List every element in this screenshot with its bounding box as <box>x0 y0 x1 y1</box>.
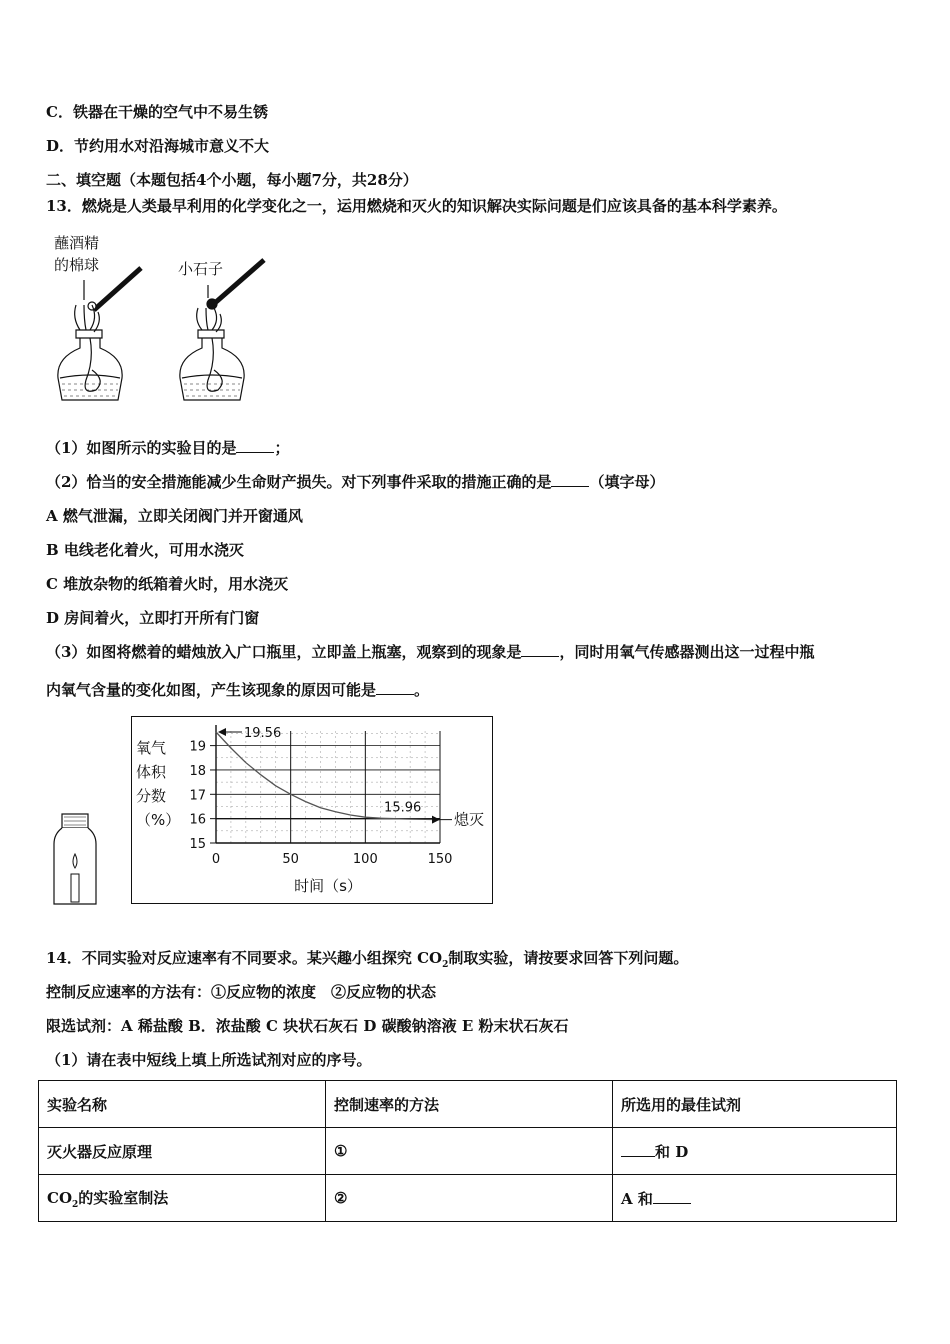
table-cell: ② <box>326 1175 613 1222</box>
y-axis-label: 分数 <box>136 787 167 805</box>
reagent-list: 限选试剂：A 稀盐酸 B．浓盐酸 C 块状石灰石 D 碳酸钠溶液 E 粉末状石灰石 <box>46 1017 569 1035</box>
y-tick-label: 18 <box>189 763 206 779</box>
reagent-blank-1[interactable] <box>621 1142 655 1157</box>
oxygen-chart-frame <box>131 716 493 904</box>
q14-text-a: 14．不同实验对反应速率有不同要求。某兴趣小组探究 CO <box>46 949 443 967</box>
question-13-1 <box>46 438 289 458</box>
q13-3-blank-2[interactable] <box>376 680 414 695</box>
x-tick-label: 100 <box>352 852 378 867</box>
header-cell: 实验名称 <box>39 1081 326 1128</box>
end-arrow-head <box>432 816 440 824</box>
question-13: 13．燃烧是人类最早利用的化学变化之一，运用燃烧和灭火的知识解决实际问题是们应该具备的基本科学素养。 <box>46 197 787 215</box>
x-axis-label: 时间（s） <box>294 877 362 895</box>
table-row <box>39 1175 897 1222</box>
q13-2-blank[interactable] <box>551 472 589 487</box>
question-14-1: （1）请在表中短线上填上所选试剂对应的序号。 <box>46 1051 372 1069</box>
alcohol-lamps-drawing <box>46 230 276 415</box>
table-cell <box>39 1175 326 1222</box>
cotton-label-2: 的棉球 <box>54 256 100 274</box>
q14-text-b: 制取实验，请按要求回答下列问题。 <box>448 949 689 967</box>
q13-3-text: （3）如图将燃着的蜡烛放入广口瓶里，立即盖上瓶塞，观察到的现象是 <box>46 643 522 661</box>
q13-3-end: 。 <box>414 681 430 699</box>
q13-2-end: （填字母） <box>589 473 665 491</box>
extinguish-label: 熄灭 <box>454 810 485 829</box>
q13-2-text: （2）恰当的安全措施能减少生命财产损失。对下列事件采取的措施正确的是 <box>46 473 552 491</box>
q13-3-text-3: 内氧气含量的变化如图，产生该现象的原因可能是 <box>46 681 377 699</box>
stone-label: 小石子 <box>178 260 224 278</box>
control-methods: 控制反应速率的方法有：①反应物的浓度 ②反应物的状态 <box>46 983 437 1001</box>
table-cell: 灭火器反应原理 <box>39 1128 326 1175</box>
q14-sub: 2 <box>442 960 449 970</box>
start-value-label: 19.56 <box>244 725 282 741</box>
table-row <box>39 1128 897 1175</box>
experiment-table <box>38 1080 897 1222</box>
reagent-prefix: A 和 <box>621 1189 653 1208</box>
q13-1-blank[interactable] <box>236 438 274 453</box>
left-lamp <box>58 268 141 400</box>
oxygen-chart <box>132 717 491 902</box>
y-tick-label: 16 <box>189 812 206 828</box>
option-c: C．铁器在干燥的空气中不易生锈 <box>46 103 268 121</box>
question-14 <box>46 948 688 975</box>
bottle-candle <box>50 812 100 908</box>
y-axis-label: （%） <box>136 811 181 829</box>
question-13-3 <box>46 642 814 662</box>
cotton-label-1: 蘸酒精 <box>54 234 100 252</box>
q13-3-blank-1[interactable] <box>521 642 559 657</box>
x-tick-label: 50 <box>282 852 299 867</box>
table-header-row <box>39 1081 897 1128</box>
right-lamp <box>180 260 264 400</box>
y-tick-label: 15 <box>189 837 206 852</box>
option-d: D．节约用水对沿海城市意义不大 <box>46 137 270 155</box>
y-tick-label: 19 <box>189 739 206 755</box>
y-axis-label: 氧气 <box>136 739 167 757</box>
co2-a: CO <box>47 1188 73 1207</box>
end-value-label: 15.96 <box>384 800 422 816</box>
alcohol-lamp-figure <box>46 230 276 415</box>
header-cell: 所选用的最佳试剂 <box>613 1081 897 1128</box>
q13-1-text: （1）如图所示的实验目的是 <box>46 439 237 457</box>
section-title: 二、填空题（本题包括4个小题，每小题7分，共28分） <box>46 171 418 189</box>
question-13-3-cont <box>46 680 429 700</box>
question-13-2 <box>46 472 664 492</box>
x-tick-label: 0 <box>211 852 221 867</box>
header-cell: 控制速率的方法 <box>326 1081 613 1128</box>
reagent-suffix: 和 D <box>655 1142 689 1161</box>
answer-option-b: B 电线老化着火，可用水浇灭 <box>46 541 244 559</box>
q13-1-end: ； <box>274 439 290 457</box>
x-tick-label: 150 <box>427 852 453 867</box>
co2-b: 的实验室制法 <box>78 1188 169 1207</box>
q13-3-text-2: ，同时用氧气传感器测出这一过程中瓶 <box>559 643 815 661</box>
reagent-blank-2[interactable] <box>653 1189 691 1204</box>
y-axis-label: 体积 <box>136 763 167 781</box>
table-cell <box>613 1175 897 1222</box>
y-tick-label: 17 <box>189 788 206 804</box>
co2-sub: 2 <box>72 1199 79 1210</box>
table-cell: ① <box>326 1128 613 1175</box>
answer-option-a: A 燃气泄漏，立即关闭阀门并开窗通风 <box>46 507 303 525</box>
table-cell <box>613 1128 897 1175</box>
answer-option-d: D 房间着火，立即打开所有门窗 <box>46 609 260 627</box>
answer-option-c: C 堆放杂物的纸箱着火时，用水浇灭 <box>46 575 289 593</box>
